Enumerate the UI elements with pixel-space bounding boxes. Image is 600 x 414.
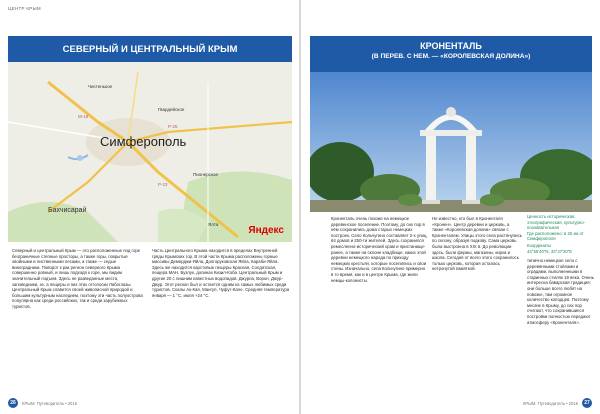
- paragraph: Часть Центрального Крыма находится в пределах Внутренней гряды Крымских гор. В этой части Крыма расположены горные массивы Демерджи-Яйла, Долгоруковская Яйла, Караби-Яйла. Здесь же находится карстовые пещеры Красная, Солдатская, пещера МАН, Бузлук, долинах Кизил-Коба. Центральный Крым и другие 20 с лишним известных водопадов. Джурла, Ворон, Джур-Джур. Этот регион был и остается одним из самых любимых среди туристов. Скалы Ак-Кая, Мангуп, Чуфут-Кале. Средняя температура января — 1 °C, июля +24 °C.: [152, 248, 290, 298]
- paragraph: Не известно, кто был в Кроненталя «Кронен». Центр деревни и церковь, а также «Королевская долина» связан с Кроненталем. Улицы этого села растянулись по склону, образуя подкову. Сама церковь была выстроена в XIX в. До революции здесь, были фермы, магазины, кирха и школа. Сегодня от всего этого сохранилось только церковь, которая осталась нетронутой памяткой.: [432, 216, 522, 272]
- map-label: Ялта: [208, 222, 219, 227]
- map-label: Гвардейское: [158, 107, 185, 112]
- page-number: 26: [8, 398, 18, 408]
- page-title: СЕВЕРНЫЙ И ЦЕНТРАЛЬНЫЙ КРЫМ: [8, 36, 292, 62]
- map-label: Бахчисарай: [48, 207, 87, 214]
- text-column-3: [527, 258, 595, 388]
- text-column-1: [12, 248, 145, 388]
- map-graphic: [8, 62, 292, 242]
- left-page: [0, 0, 299, 414]
- map-road-label: Р-23: [158, 182, 168, 187]
- right-page: [301, 0, 600, 414]
- sidebar-heading: Ценность историческая, этнографическая, культурно-познавательная: [527, 214, 586, 231]
- paragraph: Северный и центральный Крым — это расположенные под горе безграничные степные просторы, а также горы, покрытые хвойными и лиственными лесами, а также — седые виноградники. Поворот к рак регион северного Крыма совершенно ровный, и лишь подходя к горе, мы видим значительный подъем. Здесь не разведанные места, заповедники, зе, а пещеры и пиз этих отголоски Лабоглазы. Центральный Крым славится своей живописной природой и большим культурным наследием, поэтому эти часть полуострова популярна как среди российских, так и среди зарубежных туристов.: [12, 248, 143, 309]
- footer-text: КРЫМ. Путеводитель • 2016: [22, 400, 78, 406]
- map-logo: Яндекс: [248, 225, 284, 236]
- paragraph: Кроненталь очень похоже на немецкое деревенское поселение. Поэтому, до сих пор в нём сохранились дома старых немецких построек. Село Кольчугино составляет 2-х улиц, 64 домов и 250-ти жителей. Здесь сохранился ремесленно-исторический храм и пристанище-ранее, а также на склоне кладбище, каких этой деревни немецкого народа по приходу немецких крестьян, которые поселились и свои стены. Изначально, села Кольчугино примерно в то время, как и в центре Крыма, где жили немцы-колонисты.: [331, 216, 428, 283]
- text-column-2: [152, 248, 290, 388]
- title-line-1: КРОНЕНТАЛЬ: [420, 41, 482, 51]
- page-number: 27: [582, 398, 592, 408]
- info-sidebar: [527, 214, 595, 254]
- text-column-1: [331, 216, 428, 391]
- map-city-label: Симферополь: [100, 134, 187, 149]
- paragraph: типично немецкое село с деревянными стойлами и оградами, выполненными в старинных стилях 19 века. Очень интересна баварская традиция: они больше всего любят на повозке, там огромное количество колодцев. Поэтому многие в Крыму, до сих пор считают, что сохранившиеся постройки полностью передают атмосферу «Кроненталя».: [527, 258, 595, 325]
- page-title: [310, 36, 592, 72]
- region-map[interactable]: [8, 62, 292, 242]
- arch-photo: [310, 72, 592, 212]
- map-label: Пионерское: [193, 172, 219, 177]
- footer-text: КРЫМ. Путеводитель • 2016: [522, 400, 578, 406]
- map-road-label: Р-25: [168, 124, 178, 129]
- right-footer: [523, 398, 592, 408]
- text-column-2: [432, 216, 522, 391]
- title-line-2: (В ПЕРЕВ. С НЕМ. — «КОРОЛЕВСКАЯ ДОЛИНА»): [371, 53, 531, 60]
- sidebar-coords-label: Координаты: [527, 242, 552, 248]
- sidebar-location: Где расположено: в 25 км от Симферополя: [527, 230, 584, 242]
- arch-photo-graphic: [310, 72, 592, 212]
- sidebar-coords: 44°56'40"N, 33°47'20"E: [527, 248, 573, 254]
- map-label: Чистенькое: [88, 84, 113, 89]
- left-footer: [8, 398, 77, 408]
- running-head: ЦЕНТР КРЫМ: [8, 6, 41, 11]
- map-road-label: М-18: [78, 114, 89, 119]
